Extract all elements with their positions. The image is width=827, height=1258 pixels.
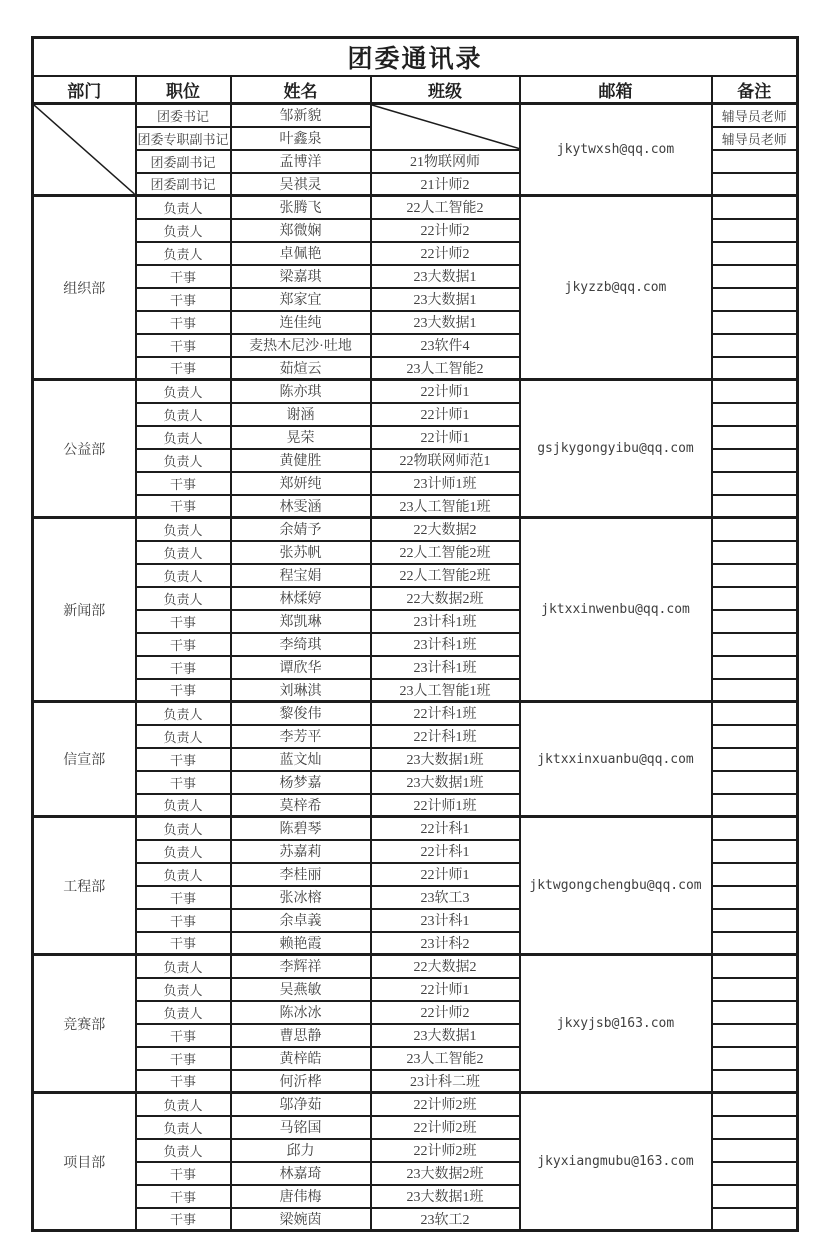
name-cell: 李绮琪 xyxy=(231,633,371,656)
position-cell: 负责人 xyxy=(136,794,231,817)
position-cell: 负责人 xyxy=(136,1139,231,1162)
remark-cell xyxy=(712,242,798,265)
remark-cell xyxy=(712,150,798,173)
position-cell: 负责人 xyxy=(136,840,231,863)
class-cell: 22大数据2 xyxy=(371,955,520,978)
remark-cell xyxy=(712,840,798,863)
position-cell: 负责人 xyxy=(136,219,231,242)
position-cell: 负责人 xyxy=(136,1001,231,1024)
remark-cell xyxy=(712,403,798,426)
position-cell: 干事 xyxy=(136,495,231,518)
column-header-name: 姓名 xyxy=(231,76,371,104)
class-cell: 23软工2 xyxy=(371,1208,520,1231)
remark-cell xyxy=(712,1024,798,1047)
department-cell: 工程部 xyxy=(33,817,136,955)
position-cell: 负责人 xyxy=(136,587,231,610)
title-row xyxy=(33,38,798,77)
name-cell: 林嘉琦 xyxy=(231,1162,371,1185)
name-cell: 陈碧琴 xyxy=(231,817,371,840)
column-header-class: 班级 xyxy=(371,76,520,104)
remark-cell xyxy=(712,196,798,219)
page-title: 团委通讯录 xyxy=(33,38,798,77)
class-cell: 23人工智能1班 xyxy=(371,495,520,518)
name-cell: 李辉祥 xyxy=(231,955,371,978)
name-cell: 余婧予 xyxy=(231,518,371,541)
column-header-position: 职位 xyxy=(136,76,231,104)
remark-cell xyxy=(712,748,798,771)
name-cell: 晃荣 xyxy=(231,426,371,449)
position-cell: 干事 xyxy=(136,357,231,380)
remark-cell xyxy=(712,1208,798,1231)
name-cell: 吴燕敏 xyxy=(231,978,371,1001)
class-cell: 22计师2 xyxy=(371,219,520,242)
email-cell: jkxyjsb@163.com xyxy=(520,955,712,1093)
position-cell: 负责人 xyxy=(136,978,231,1001)
name-cell: 曹思静 xyxy=(231,1024,371,1047)
remark-cell xyxy=(712,311,798,334)
class-cell: 23大数据1 xyxy=(371,1024,520,1047)
class-cell: 22大数据2班 xyxy=(371,587,520,610)
class-cell: 22人工智能2 xyxy=(371,196,520,219)
position-cell: 负责人 xyxy=(136,380,231,403)
name-cell: 唐伟梅 xyxy=(231,1185,371,1208)
class-cell: 22计师1 xyxy=(371,978,520,1001)
position-cell: 负责人 xyxy=(136,541,231,564)
remark-cell xyxy=(712,541,798,564)
remark-cell xyxy=(712,932,798,955)
class-cell: 22计科1 xyxy=(371,817,520,840)
diagonal-line xyxy=(372,105,519,149)
remark-cell xyxy=(712,334,798,357)
class-cell: 22大数据2 xyxy=(371,518,520,541)
name-cell: 黄健胜 xyxy=(231,449,371,472)
remark-cell xyxy=(712,472,798,495)
name-cell: 林雯涵 xyxy=(231,495,371,518)
position-cell: 干事 xyxy=(136,472,231,495)
class-cell: 23软件4 xyxy=(371,334,520,357)
class-cell: 23大数据1 xyxy=(371,311,520,334)
remark-cell xyxy=(712,564,798,587)
name-cell: 茹煊云 xyxy=(231,357,371,380)
class-cell: 23计科1 xyxy=(371,909,520,932)
class-cell: 21计师2 xyxy=(371,173,520,196)
name-cell: 郑凯琳 xyxy=(231,610,371,633)
class-cell: 23计科1班 xyxy=(371,656,520,679)
email-cell: jktxxinwenbu@qq.com xyxy=(520,518,712,702)
position-cell: 干事 xyxy=(136,1024,231,1047)
class-cell: 23大数据1 xyxy=(371,265,520,288)
table-row xyxy=(33,817,798,840)
class-cell: 22计科1 xyxy=(371,840,520,863)
name-cell: 卓佩艳 xyxy=(231,242,371,265)
class-cell: 22计师2班 xyxy=(371,1139,520,1162)
remark-cell xyxy=(712,1001,798,1024)
position-cell: 负责人 xyxy=(136,403,231,426)
name-cell: 叶鑫泉 xyxy=(231,127,371,150)
remark-cell xyxy=(712,1047,798,1070)
remark-cell xyxy=(712,518,798,541)
class-cell: 23计科二班 xyxy=(371,1070,520,1093)
position-cell: 负责人 xyxy=(136,564,231,587)
name-cell: 郑微娴 xyxy=(231,219,371,242)
remark-cell xyxy=(712,219,798,242)
position-cell: 负责人 xyxy=(136,1116,231,1139)
name-cell: 何沂桦 xyxy=(231,1070,371,1093)
position-cell: 负责人 xyxy=(136,955,231,978)
name-cell: 谭欣华 xyxy=(231,656,371,679)
class-cell: 23人工智能1班 xyxy=(371,679,520,702)
remark-cell xyxy=(712,725,798,748)
remark-cell xyxy=(712,886,798,909)
position-cell: 干事 xyxy=(136,633,231,656)
position-cell: 团委专职副书记 xyxy=(136,127,231,150)
name-cell: 谢涵 xyxy=(231,403,371,426)
class-cell: 22计师2 xyxy=(371,242,520,265)
remark-cell xyxy=(712,173,798,196)
class-cell: 22计师1 xyxy=(371,380,520,403)
table-row xyxy=(33,380,798,403)
name-cell: 杨梦嘉 xyxy=(231,771,371,794)
position-cell: 干事 xyxy=(136,1070,231,1093)
name-cell: 陈亦琪 xyxy=(231,380,371,403)
remark-cell xyxy=(712,771,798,794)
remark-cell xyxy=(712,794,798,817)
name-cell: 余卓義 xyxy=(231,909,371,932)
remark-cell xyxy=(712,495,798,518)
position-cell: 干事 xyxy=(136,334,231,357)
name-cell: 苏嘉莉 xyxy=(231,840,371,863)
department-cell xyxy=(33,104,136,196)
class-cell: 21物联网师 xyxy=(371,150,520,173)
remark-cell: 辅导员老师 xyxy=(712,104,798,127)
remark-cell xyxy=(712,863,798,886)
column-header-remark: 备注 xyxy=(712,76,798,104)
name-cell: 邬净茹 xyxy=(231,1093,371,1116)
remark-cell xyxy=(712,1139,798,1162)
remark-cell xyxy=(712,610,798,633)
class-cell: 22计师2 xyxy=(371,1001,520,1024)
name-cell: 蓝文灿 xyxy=(231,748,371,771)
position-cell: 干事 xyxy=(136,932,231,955)
position-cell: 负责人 xyxy=(136,518,231,541)
remark-cell xyxy=(712,656,798,679)
remark-cell xyxy=(712,288,798,311)
class-cell: 23计科1班 xyxy=(371,610,520,633)
class-cell: 22计师1 xyxy=(371,426,520,449)
position-cell: 干事 xyxy=(136,1047,231,1070)
class-cell: 22物联网师范1 xyxy=(371,449,520,472)
position-cell: 负责人 xyxy=(136,1093,231,1116)
class-cell: 22人工智能2班 xyxy=(371,541,520,564)
table-row xyxy=(33,104,798,127)
position-cell: 团委副书记 xyxy=(136,173,231,196)
name-cell: 程宝娟 xyxy=(231,564,371,587)
remark-cell xyxy=(712,978,798,1001)
name-cell: 黎俊伟 xyxy=(231,702,371,725)
remark-cell xyxy=(712,1162,798,1185)
table-row xyxy=(33,702,798,725)
class-cell: 23大数据2班 xyxy=(371,1162,520,1185)
class-cell: 23大数据1班 xyxy=(371,771,520,794)
remark-cell xyxy=(712,679,798,702)
department-cell: 新闻部 xyxy=(33,518,136,702)
remark-cell xyxy=(712,955,798,978)
position-cell: 负责人 xyxy=(136,725,231,748)
remark-cell xyxy=(712,426,798,449)
class-cell: 23计科1班 xyxy=(371,633,520,656)
name-cell: 黄梓皓 xyxy=(231,1047,371,1070)
position-cell: 干事 xyxy=(136,265,231,288)
class-cell: 23软工3 xyxy=(371,886,520,909)
remark-cell xyxy=(712,380,798,403)
class-cell: 22计师2班 xyxy=(371,1116,520,1139)
email-cell: jktxxinxuanbu@qq.com xyxy=(520,702,712,817)
position-cell: 干事 xyxy=(136,1208,231,1231)
remark-cell xyxy=(712,702,798,725)
name-cell: 李桂丽 xyxy=(231,863,371,886)
position-cell: 干事 xyxy=(136,656,231,679)
class-cell: 23计师1班 xyxy=(371,472,520,495)
remark-cell xyxy=(712,1185,798,1208)
name-cell: 郑家宜 xyxy=(231,288,371,311)
column-header-department: 部门 xyxy=(33,76,136,104)
position-cell: 干事 xyxy=(136,288,231,311)
name-cell: 刘琳淇 xyxy=(231,679,371,702)
class-cell: 22计师1班 xyxy=(371,794,520,817)
department-cell: 信宣部 xyxy=(33,702,136,817)
email-cell: jkytwxsh@qq.com xyxy=(520,104,712,196)
column-header-row xyxy=(33,76,798,104)
remark-cell xyxy=(712,1070,798,1093)
position-cell: 团委书记 xyxy=(136,104,231,127)
remark-cell xyxy=(712,1116,798,1139)
table-row xyxy=(33,196,798,219)
position-cell: 干事 xyxy=(136,748,231,771)
column-header-email: 邮箱 xyxy=(520,76,712,104)
position-cell: 负责人 xyxy=(136,426,231,449)
email-cell: jkyxiangmubu@163.com xyxy=(520,1093,712,1231)
remark-cell xyxy=(712,633,798,656)
contact-table xyxy=(31,36,799,1232)
name-cell: 孟博洋 xyxy=(231,150,371,173)
email-cell: gsjkygongyibu@qq.com xyxy=(520,380,712,518)
email-cell: jkyzzb@qq.com xyxy=(520,196,712,380)
position-cell: 干事 xyxy=(136,610,231,633)
class-cell: 22计科1班 xyxy=(371,702,520,725)
name-cell: 吴祺灵 xyxy=(231,173,371,196)
name-cell: 陈冰冰 xyxy=(231,1001,371,1024)
name-cell: 连佳纯 xyxy=(231,311,371,334)
name-cell: 张苏帆 xyxy=(231,541,371,564)
class-cell: 22计科1班 xyxy=(371,725,520,748)
name-cell: 林煣婷 xyxy=(231,587,371,610)
remark-cell xyxy=(712,449,798,472)
class-cell: 22计师1 xyxy=(371,863,520,886)
class-cell: 23人工智能2 xyxy=(371,1047,520,1070)
class-cell-diagonal xyxy=(371,104,520,150)
department-cell: 公益部 xyxy=(33,380,136,518)
email-cell: jktwgongchengbu@qq.com xyxy=(520,817,712,955)
position-cell: 负责人 xyxy=(136,242,231,265)
position-cell: 负责人 xyxy=(136,863,231,886)
class-cell: 23大数据1班 xyxy=(371,1185,520,1208)
name-cell: 马铭国 xyxy=(231,1116,371,1139)
position-cell: 干事 xyxy=(136,886,231,909)
position-cell: 负责人 xyxy=(136,702,231,725)
table-row xyxy=(33,518,798,541)
name-cell: 张腾飞 xyxy=(231,196,371,219)
remark-cell xyxy=(712,1093,798,1116)
remark-cell xyxy=(712,909,798,932)
name-cell: 李芳平 xyxy=(231,725,371,748)
position-cell: 干事 xyxy=(136,909,231,932)
diagonal-line xyxy=(34,105,135,194)
class-cell: 23人工智能2 xyxy=(371,357,520,380)
remark-cell xyxy=(712,357,798,380)
name-cell: 邱力 xyxy=(231,1139,371,1162)
remark-cell: 辅导员老师 xyxy=(712,127,798,150)
name-cell: 莫梓希 xyxy=(231,794,371,817)
department-cell: 组织部 xyxy=(33,196,136,380)
class-cell: 22人工智能2班 xyxy=(371,564,520,587)
position-cell: 负责人 xyxy=(136,449,231,472)
table-row xyxy=(33,1093,798,1116)
position-cell: 干事 xyxy=(136,1162,231,1185)
position-cell: 干事 xyxy=(136,311,231,334)
position-cell: 团委副书记 xyxy=(136,150,231,173)
position-cell: 干事 xyxy=(136,771,231,794)
remark-cell xyxy=(712,587,798,610)
class-cell: 23计科2 xyxy=(371,932,520,955)
position-cell: 干事 xyxy=(136,679,231,702)
class-cell: 22计师2班 xyxy=(371,1093,520,1116)
name-cell: 梁婉茵 xyxy=(231,1208,371,1231)
class-cell: 23大数据1班 xyxy=(371,748,520,771)
remark-cell xyxy=(712,817,798,840)
position-cell: 负责人 xyxy=(136,196,231,219)
position-cell: 干事 xyxy=(136,1185,231,1208)
name-cell: 张冰榕 xyxy=(231,886,371,909)
table-row xyxy=(33,955,798,978)
name-cell: 梁嘉琪 xyxy=(231,265,371,288)
class-cell: 22计师1 xyxy=(371,403,520,426)
department-cell: 竞赛部 xyxy=(33,955,136,1093)
name-cell: 郑妍纯 xyxy=(231,472,371,495)
position-cell: 负责人 xyxy=(136,817,231,840)
name-cell: 麦热木尼沙·吐地 xyxy=(231,334,371,357)
remark-cell xyxy=(712,265,798,288)
department-cell: 项目部 xyxy=(33,1093,136,1231)
name-cell: 邹新貌 xyxy=(231,104,371,127)
name-cell: 赖艳霞 xyxy=(231,932,371,955)
class-cell: 23大数据1 xyxy=(371,288,520,311)
